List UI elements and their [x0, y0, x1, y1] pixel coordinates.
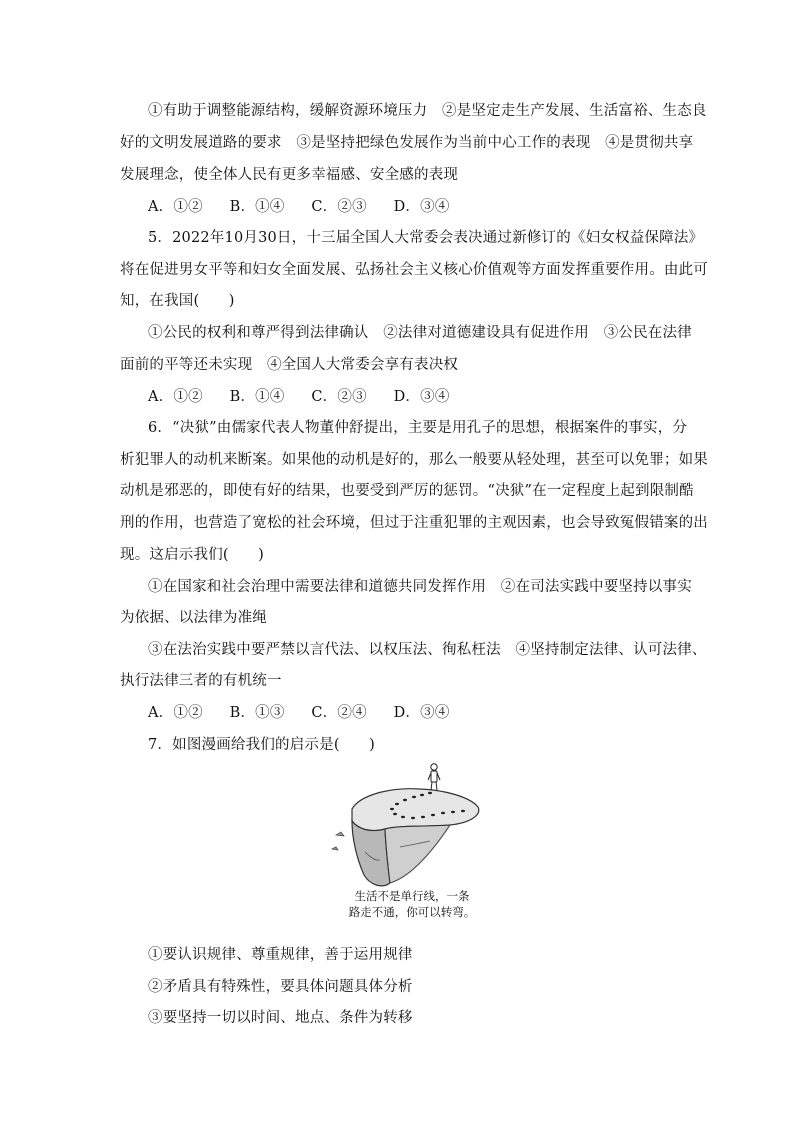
- option-a: A．①②: [148, 389, 203, 405]
- cartoon-caption: [342, 888, 482, 920]
- q5-statement-line: 面前的平等还未实现 ④全国人大常委会享有表决权: [120, 357, 459, 373]
- q7-statement-line: ①要认识规律、尊重规律，善于运用规律: [148, 947, 413, 963]
- option-a: A．①②: [148, 199, 203, 215]
- q4-statement-line: 好的文明发展道路的要求 ③是坚持把绿色发展作为当前中心工作的表现 ④是贯彻共享: [120, 135, 694, 151]
- caption-line: 路走不通，你可以转弯。: [348, 905, 476, 919]
- option-a: A．①②: [148, 705, 203, 721]
- q6-statement-line: ①在国家和社会治理中需要法律和道德共同发挥作用 ②在司法实践中要坚持以事实: [148, 579, 692, 595]
- q4-statement-line: ①有助于调整能源结构，缓解资源环境压力 ②是坚定走生产发展、生活富裕、生态良: [148, 103, 707, 119]
- q6-stem-line: 动机是邪恶的，即使有好的结果，也要受到严厉的惩罚。“决狱”在一定程度上起到限制酷: [120, 483, 694, 499]
- option-d: D．③④: [393, 389, 450, 405]
- q7-statement-line: ②矛盾具有特殊性，要具体问题具体分析: [148, 979, 413, 995]
- option-c: C．②④: [311, 705, 367, 721]
- q5-statement-line: ①公民的权利和尊严得到法律确认 ②法律对道德建设具有促进作用 ③公民在法律: [148, 325, 692, 341]
- q6-statement-line: 执行法律三者的有机统一: [120, 673, 282, 689]
- q7-stem-line: 7．如图漫画给我们的启示是( ): [148, 737, 375, 753]
- q7-statement-line: ③要坚持一切以时间、地点、条件为转移: [148, 1010, 413, 1026]
- q6-stem-line: 现。这启示我们( ): [120, 547, 265, 563]
- option-b: B．①④: [229, 199, 285, 215]
- q5-options: [148, 387, 472, 407]
- option-c: C．②③: [311, 199, 367, 215]
- q6-stem-line: 6．“决狱”由儒家代表人物董仲舒提出，主要是用孔子的思想，根据案件的事实，分: [148, 420, 688, 436]
- q5-stem-line: 5．2022年10月30日，十三届全国人大常委会表决通过新修订的《妇女权益保障法》: [148, 230, 704, 246]
- option-d: D．③④: [393, 199, 450, 215]
- q5-stem-line: 将在促进男女平等和妇女全面发展、弘扬社会主义核心价值观等方面发挥重要作用。由此可: [120, 262, 708, 278]
- option-b: B．①③: [229, 705, 285, 721]
- caption-line: 生活不是单行线，一条: [354, 889, 470, 903]
- q4-options: [148, 197, 472, 217]
- q6-statement-line: ③在法治实践中要严禁以言代法、以权压法、徇私枉法 ④坚持制定法律、认可法律、: [148, 642, 707, 658]
- q5-stem-line: 知，在我国( ): [120, 293, 235, 309]
- option-d: D．③④: [393, 705, 450, 721]
- q6-stem-line: 刑的作用，也营造了宽松的社会环境，但过于注重犯罪的主观因素，也会导致冤假错案的出: [120, 515, 708, 531]
- q6-stem-line: 析犯罪人的动机来断案。如果他的动机是好的，那么一般要从轻处理，甚至可以免罪；如果: [120, 452, 708, 468]
- q6-options: [148, 703, 472, 723]
- q4-statement-line: 发展理念，使全体人民有更多幸福感、安全感的表现: [120, 167, 459, 183]
- option-c: C．②③: [311, 389, 367, 405]
- option-b: B．①④: [229, 389, 285, 405]
- q6-statement-line: 为依据、以法律为准绳: [120, 610, 267, 626]
